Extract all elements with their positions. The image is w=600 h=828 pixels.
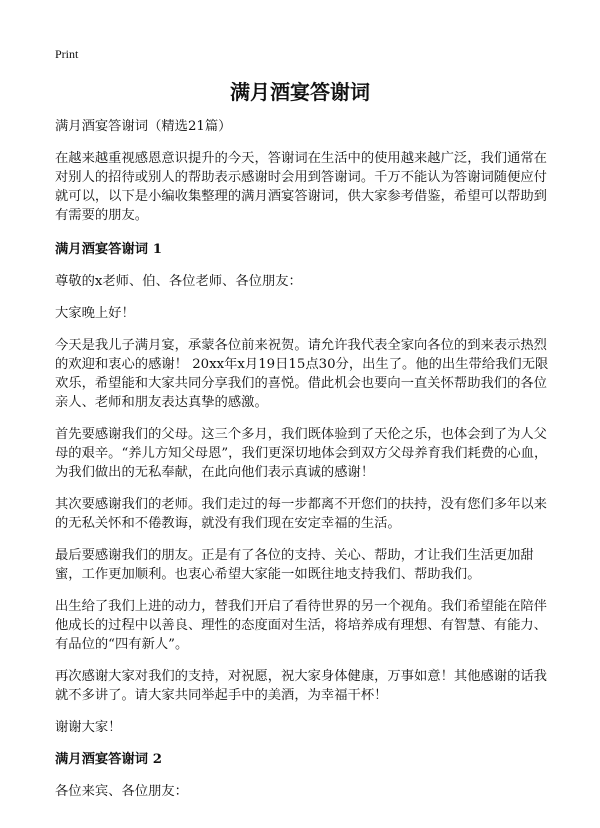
paragraph: 尊敬的x老师、伯、各位老师、各位朋友：: [55, 274, 302, 289]
section-heading-2: 满月酒宴答谢词 2: [55, 752, 162, 767]
paragraph: 出生给了我们上进的动力，替我们开启了看待世界的另一个视角。我们希望能在陪伴他成长的过程中以善良、理性的态度面对生活，将培养成有理想、有智慧、有能力、有品位的“四有新人”。: [55, 599, 547, 652]
paragraph: 再次感谢大家对我们的支持，对祝愿，祝大家身体健康，万事如意！其他感谢的话我就不多讲了。请大家共同举起手中的美酒，为幸福干杯！: [55, 669, 547, 703]
page-title: 满月酒宴答谢词: [230, 80, 370, 104]
paragraph: 各位来宾、各位朋友：: [55, 784, 188, 799]
print-link[interactable]: Print: [55, 47, 79, 61]
paragraph: 其次要感谢我们的老师。我们走过的每一步都离不开您们的扶持，没有您们多年以来的无私关怀和不倦教诲，就没有我们现在安定幸福的生活。: [55, 497, 547, 531]
intro-paragraph: 在越来越重视感恩意识提升的今天，答谢词在生活中的使用越来越广泛，我们通常在对别人的招待或别人的帮助表示感谢时会用到答谢词。千万不能认为答谢词随便应付就可以，以下是小编收集整理的满月酒宴答谢词，供大家参考借鉴，希望可以帮助到有需要的朋友。: [55, 151, 547, 223]
section-heading-1: 满月酒宴答谢词 1: [55, 242, 162, 257]
subtitle: 满月酒宴答谢词（精选21篇）: [55, 119, 232, 134]
paragraph: 最后要感谢我们的朋友。正是有了各位的支持、关心、帮助，才让我们生活更加甜蜜，工作更加顺利。也衷心希望大家能一如既往地支持我们、帮助我们。: [55, 548, 534, 582]
document-content: [55, 117, 555, 801]
paragraph: 首先要感谢我们的父母。这三个多月，我们既体验到了天伦之乐，也体会到了为人父母的艰辛。“养儿方知父母恩”，我们更深切地体会到双方父母养育我们耗费的心血，为我们做出的无私奉献，在此向他们表示真诚的感谢！: [55, 427, 548, 480]
paragraph: 大家晚上好！: [55, 306, 135, 321]
paragraph: 谢谢大家！: [55, 720, 122, 735]
paragraph: 今天是我儿子满月宴，承蒙各位前来祝贺。请允许我代表全家向各位的到来表示热烈的欢迎和衷心的感谢！ 20xx年x月19日15点30分，出生了。他的出生带给我们无限欢乐，希望能和大家共同分享我们的喜悦。借此机会也要向一直关怀帮助我们的各位亲人、老师和朋友表达真挚的感激。: [55, 338, 549, 410]
